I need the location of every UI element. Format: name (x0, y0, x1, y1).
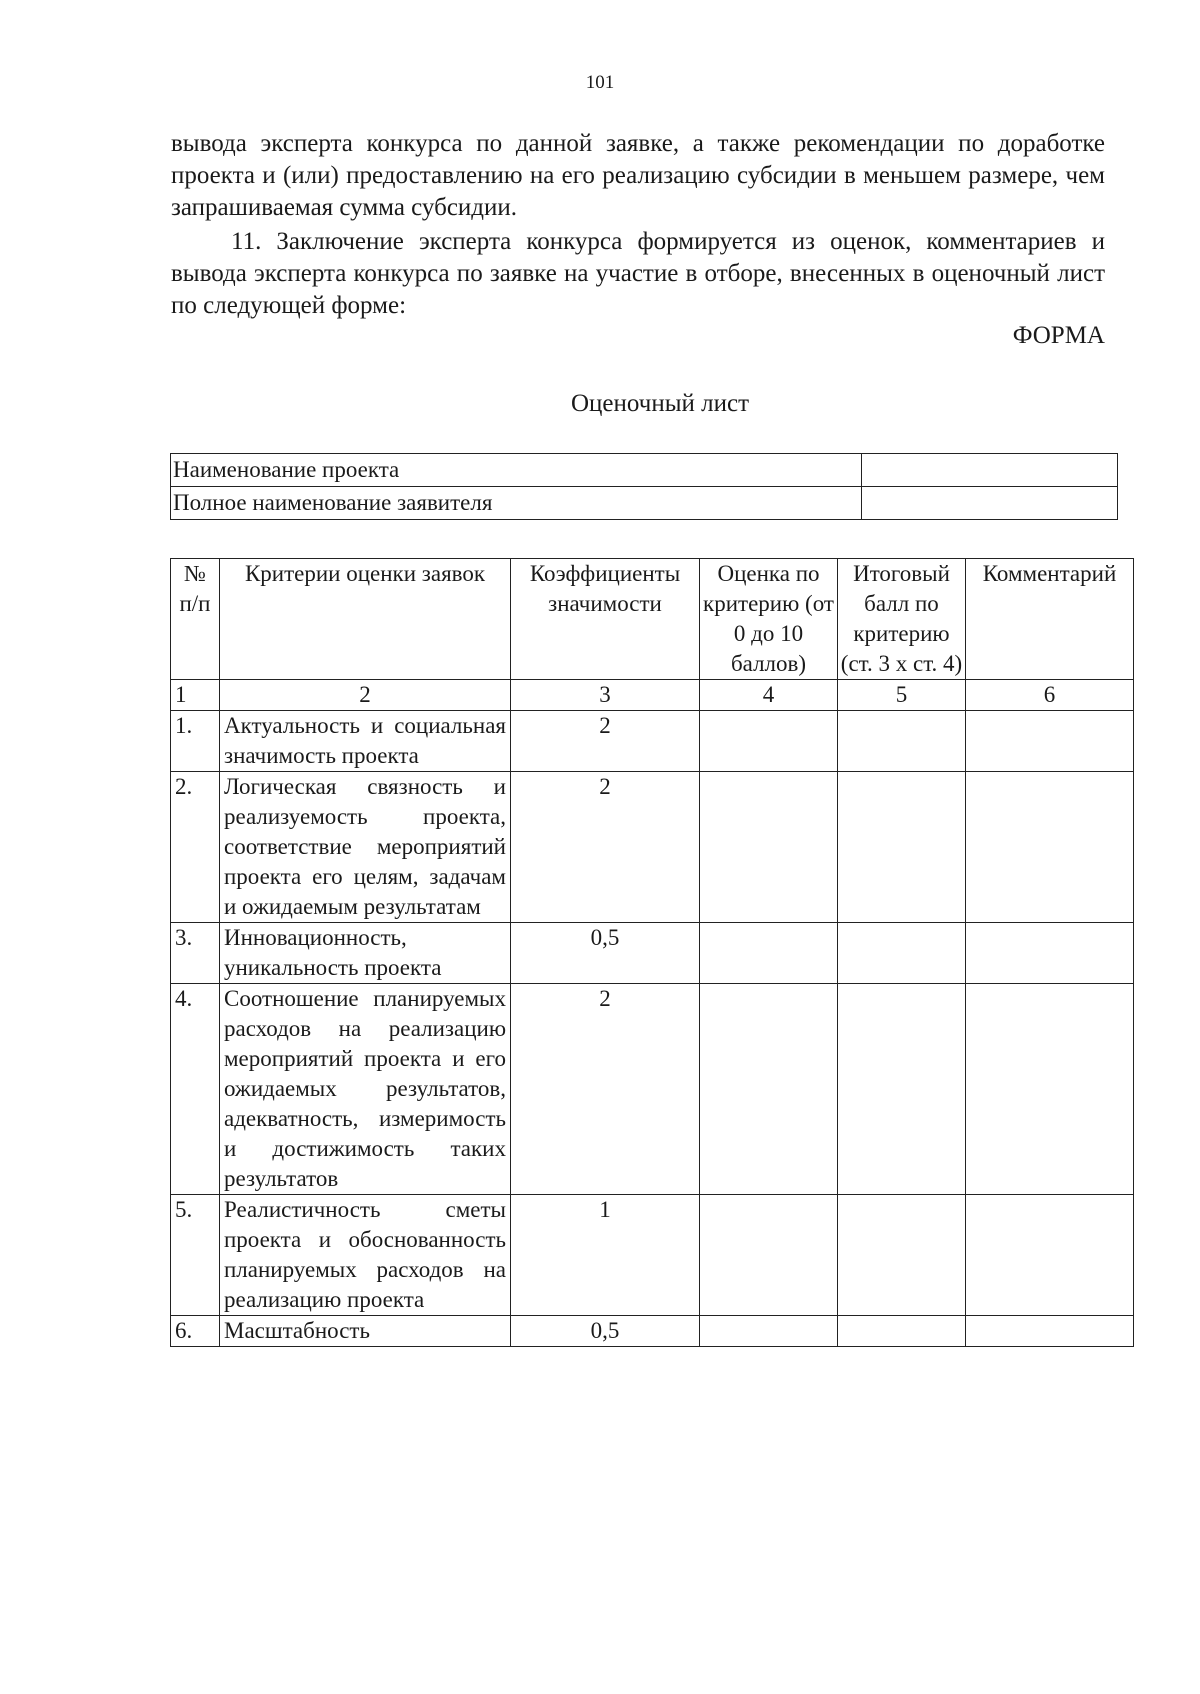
comment-cell[interactable] (966, 923, 1134, 984)
applicant-name-label: Полное наименование заявителя (171, 487, 862, 520)
column-number: 6 (966, 680, 1134, 711)
paragraph-11: 11. Заключение эксперта конкурса формируется из оценок, комментариев и вывода эксперта конкурса по заявке на участие в отборе, внесенных в оценочный лист по следующей форме: (171, 228, 1105, 319)
project-info-table (170, 453, 1118, 520)
criterion-text: Реалистичность сметы проекта и обоснованность планируемых расходов на реализацию проекта (220, 1195, 511, 1316)
row-number: 6. (171, 1316, 220, 1347)
column-number: 4 (700, 680, 838, 711)
coefficient-value: 1 (511, 1195, 700, 1316)
form-label: ФОРМА (1012, 322, 1105, 349)
row-number: 1. (171, 711, 220, 772)
sheet-title: Оценочный лист (570, 390, 749, 417)
table-row (171, 923, 1134, 984)
score-cell[interactable] (700, 772, 838, 923)
header-comment: Комментарий (966, 559, 1134, 680)
column-number: 5 (838, 680, 966, 711)
criterion-text: Соотношение планируемых расходов на реализацию мероприятий проекта и его ожидаемых результатов, адекватность, измеримость и достижимость таких результатов (220, 984, 511, 1195)
applicant-name-value[interactable] (862, 487, 1118, 520)
header-score: Оценка по критерию (от 0 до 10 баллов) (700, 559, 838, 680)
table-row (171, 711, 1134, 772)
header-criteria: Критерии оценки заявок (220, 559, 511, 680)
page-number: 101 (585, 72, 615, 93)
column-number: 1 (171, 680, 220, 711)
project-name-label: Наименование проекта (171, 454, 862, 487)
criterion-text: Логическая связность и реализуемость проекта, соответствие мероприятий проекта его целям, задачам и ожидаемым результатам (220, 772, 511, 923)
coefficient-value: 0,5 (511, 1316, 700, 1347)
total-cell[interactable] (838, 1316, 966, 1347)
table-row (171, 772, 1134, 923)
row-number: 3. (171, 923, 220, 984)
comment-cell[interactable] (966, 1195, 1134, 1316)
paragraph-continuation: вывода эксперта конкурса по данной заявке, а также рекомендации по доработке проекта и (или) предоставлению на его реализацию субсидии в меньшем размере, чем запрашиваемая сумма субсидии. (171, 130, 1105, 221)
total-cell[interactable] (838, 711, 966, 772)
column-number: 3 (511, 680, 700, 711)
total-cell[interactable] (838, 1195, 966, 1316)
total-cell[interactable] (838, 984, 966, 1195)
score-cell[interactable] (700, 1195, 838, 1316)
project-name-value[interactable] (862, 454, 1118, 487)
coefficient-value: 2 (511, 711, 700, 772)
table-row (171, 1195, 1134, 1316)
coefficient-value: 2 (511, 984, 700, 1195)
comment-cell[interactable] (966, 711, 1134, 772)
criterion-text: Актуальность и социальная значимость проекта (220, 711, 511, 772)
row-number: 2. (171, 772, 220, 923)
header-number: № п/п (171, 559, 220, 680)
row-number: 5. (171, 1195, 220, 1316)
column-number-row (171, 680, 1134, 711)
score-cell[interactable] (700, 1316, 838, 1347)
coefficient-value: 0,5 (511, 923, 700, 984)
criterion-text: Масштабность (220, 1316, 511, 1347)
total-cell[interactable] (838, 772, 966, 923)
criterion-text: Инновационность, уникальность проекта (220, 923, 511, 984)
header-row (171, 559, 1134, 680)
column-number: 2 (220, 680, 511, 711)
comment-cell[interactable] (966, 1316, 1134, 1347)
project-info-row (171, 487, 1118, 520)
total-cell[interactable] (838, 923, 966, 984)
score-cell[interactable] (700, 711, 838, 772)
table-row (171, 1316, 1134, 1347)
score-cell[interactable] (700, 923, 838, 984)
criteria-table (170, 558, 1134, 1347)
coefficient-value: 2 (511, 772, 700, 923)
project-info-row (171, 454, 1118, 487)
header-coefficient: Коэффициенты значимости (511, 559, 700, 680)
table-row (171, 984, 1134, 1195)
header-total: Итоговый балл по критерию (ст. 3 х ст. 4) (838, 559, 966, 680)
score-cell[interactable] (700, 984, 838, 1195)
row-number: 4. (171, 984, 220, 1195)
comment-cell[interactable] (966, 772, 1134, 923)
comment-cell[interactable] (966, 984, 1134, 1195)
